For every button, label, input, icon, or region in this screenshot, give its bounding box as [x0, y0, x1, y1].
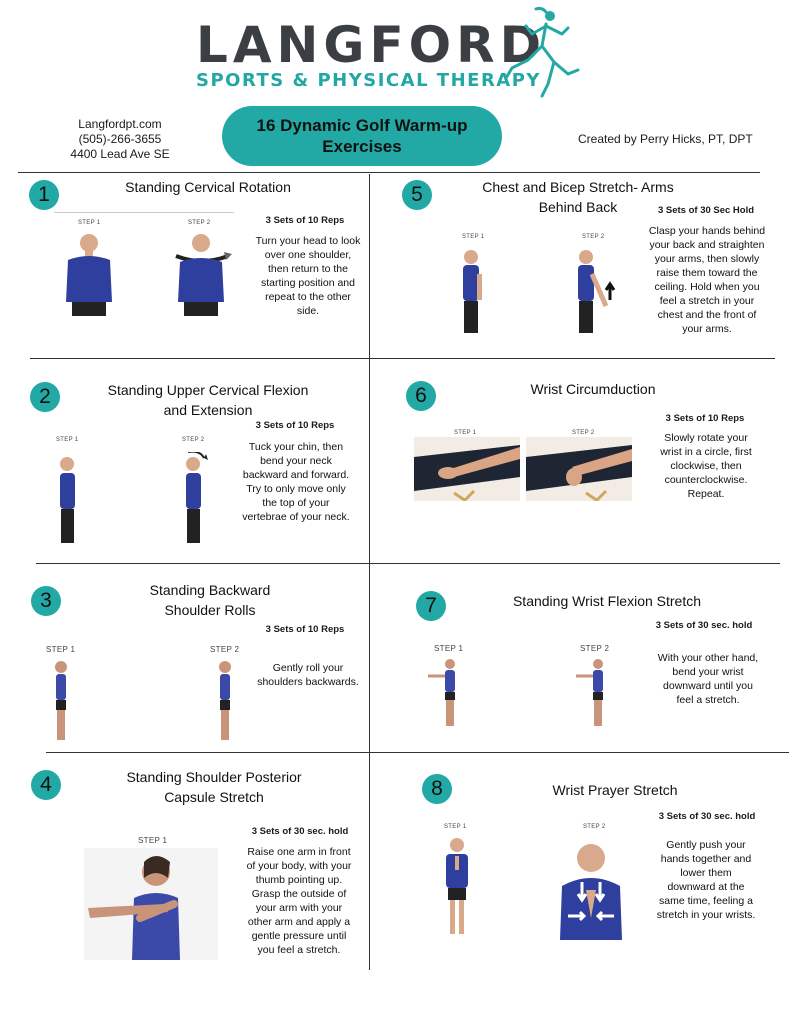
step1-label: STEP 1: [444, 824, 467, 830]
person-side-figure-arms-up: [570, 248, 620, 334]
description-7: With your other hand, bend your wrist downward until you feel a stretch.: [657, 652, 759, 706]
divider-row-3: [46, 752, 789, 753]
runner-logo-icon: [502, 4, 582, 108]
step2-label: STEP 2: [582, 234, 605, 240]
divider-row-2: [36, 563, 780, 564]
exercise-title-3: Standing Backward Shoulder Rolls: [149, 582, 271, 618]
exercise-title-2: Standing Upper Cervical Flexion and Extension: [107, 382, 309, 418]
person-figure: [60, 230, 118, 316]
woman-side-figure: [50, 660, 72, 742]
description-4: Raise one arm in front of your body, with your thumb pointing up. Grasp the outside of your arm with your other arm and apply a gentle pressure until you feel a stretch.: [246, 846, 352, 956]
title-line-1: 16 Dynamic Golf Warm-up: [256, 116, 468, 135]
exercise-title-4: Standing Shoulder Posterior Capsule Stretch: [126, 769, 302, 805]
address-text: 4400 Lead Ave SE: [70, 147, 170, 161]
step1-label: STEP 1: [462, 234, 485, 240]
exercise-number-1: 1: [29, 180, 59, 210]
description-1: Turn your head to look over one shoulder, then return to the starting position and repeat to the other side.: [255, 235, 361, 317]
person-side-figure: [455, 248, 489, 334]
exercise-number-2: 2: [30, 382, 60, 412]
step1-label: STEP 1: [78, 220, 101, 226]
logo-subtitle: SPORTS & PHYSICAL THERAPY: [196, 70, 541, 91]
step2-label: STEP 2: [580, 644, 610, 653]
sets-label-8: 3 Sets of 30 sec. hold: [658, 811, 756, 822]
sets-label-4: 3 Sets of 30 sec. hold: [251, 826, 349, 837]
description-6: Slowly rotate your wrist in a circle, first clockwise, then counterclockwise. Repeat.: [660, 432, 752, 500]
description-3: Gently roll your shoulders backwards.: [257, 662, 359, 688]
exercise-title-7: Standing Wrist Flexion Stretch: [512, 593, 702, 609]
title-line-2: Exercises: [322, 137, 402, 156]
step-divider: [54, 212, 234, 213]
exercise-number-7: 7: [416, 591, 446, 621]
person-prayer-figure: [440, 836, 474, 936]
step1-label: STEP 1: [46, 645, 76, 654]
step2-label: STEP 2: [210, 645, 240, 654]
woman-arm-extended: [426, 658, 466, 728]
step1-label: STEP 1: [434, 644, 464, 653]
wrist-photo-2: [526, 437, 632, 501]
exercise-number-8: 8: [422, 774, 452, 804]
exercise-title-6: Wrist Circumduction: [530, 381, 656, 397]
description-8: Gently push your hands together and lower them downward at the same time, feeling a stretch in your wrists.: [656, 839, 756, 921]
exercise-number-4: 4: [31, 770, 61, 800]
woman-side-figure-2: [214, 660, 236, 742]
sets-label-6: 3 Sets of 10 Reps: [665, 413, 745, 424]
sets-label-2: 3 Sets of 10 Reps: [255, 420, 335, 431]
exercise-number-5: 5: [402, 180, 432, 210]
step1-label: STEP 1: [56, 437, 79, 443]
creator-credit: Created by Perry Hicks, PT, DPT: [578, 132, 753, 146]
woman-stretch-figure: [84, 848, 218, 960]
step2-label: STEP 2: [182, 437, 205, 443]
sets-label-1: 3 Sets of 10 Reps: [265, 215, 345, 226]
step1-label: STEP 1: [454, 430, 477, 436]
person-side-figure: [52, 455, 82, 545]
description-2: Tuck your chin, then bend your neck backward and forward. Try to only move only the top of your vertebrae of your neck.: [242, 441, 350, 523]
logo-wordmark: LANGFORD: [196, 16, 547, 74]
step1-label: STEP 1: [138, 836, 168, 845]
person-prayer-closeup: [556, 840, 626, 940]
step2-label: STEP 2: [572, 430, 595, 436]
description-5: Clasp your hands behind your back and straighten your arms, then slowly raise them toward the ceiling. Hold when you feel a stretch in your chest and the front of your arms.: [648, 225, 766, 335]
sets-label-5: 3 Sets of 30 Sec Hold: [657, 205, 755, 216]
page-title: [222, 106, 502, 166]
woman-arm-extended-2: [574, 658, 614, 728]
exercise-title-8: Wrist Prayer Stretch: [552, 782, 678, 798]
exercise-title-5: Chest and Bicep Stretch- Arms Behind Back: [482, 179, 674, 215]
contact-info: [50, 117, 190, 162]
step2-label: STEP 2: [583, 824, 606, 830]
phone-text: (505)-266-3655: [78, 132, 162, 146]
exercise-number-6: 6: [406, 381, 436, 411]
exercise-title-1: Standing Cervical Rotation: [125, 179, 291, 195]
step2-label: STEP 2: [188, 220, 211, 226]
divider-row-1: [30, 358, 775, 359]
sets-label-7: 3 Sets of 30 sec. hold: [655, 620, 753, 631]
website-text: Langfordpt.com: [78, 117, 162, 131]
wrist-photo-1: [414, 437, 520, 501]
sets-label-3: 3 Sets of 10 Reps: [265, 624, 345, 635]
person-side-figure-tilt: [178, 452, 214, 544]
divider-top: [18, 172, 760, 173]
person-figure-rotating: [172, 230, 236, 316]
exercise-number-3: 3: [31, 586, 61, 616]
